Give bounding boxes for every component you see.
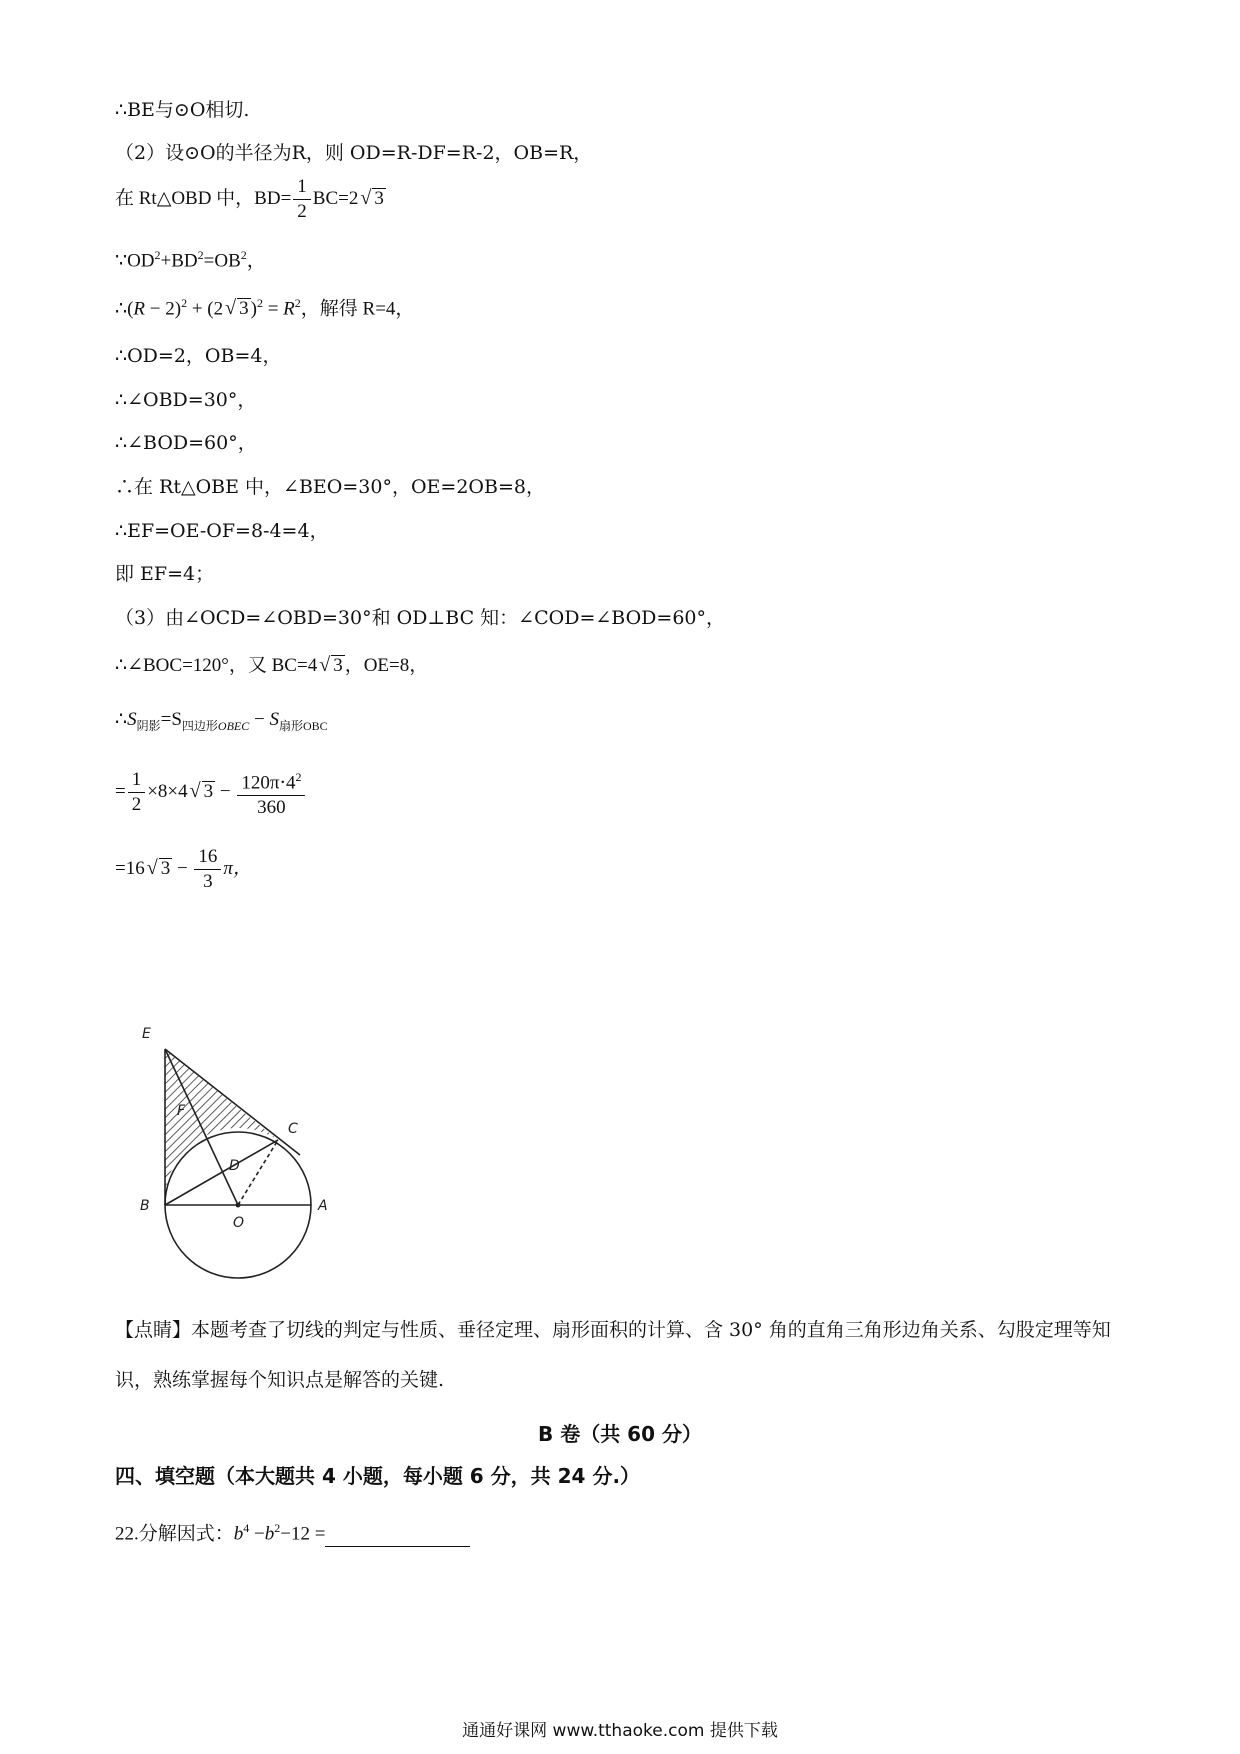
- line-od-ob: ∴OD=2，OB=4，: [115, 345, 282, 367]
- label-c: C: [288, 1121, 298, 1137]
- line-ef-result: 即 EF=4；: [115, 563, 215, 585]
- segment-oc-dashed: [238, 1140, 278, 1205]
- line-equation: ∴(R − 2)$^2$ + (2 √ 3 )$^2 = R^2$，解得 R=4，: [115, 296, 415, 320]
- line-pythagoras: $\because OD^2+BD^2=OB^2$，: [115, 248, 266, 272]
- line-ef-calc: ∴EF=OE-OF=8-4=4，: [115, 520, 329, 542]
- label-b: B: [140, 1198, 150, 1214]
- line-boc: ∴∠BOC=120°，又 BC=4 √ 3 ，OE=8，: [115, 654, 429, 676]
- label-d: D: [229, 1158, 240, 1174]
- geometry-figure: [140, 1015, 360, 1285]
- label-a: A: [318, 1198, 328, 1214]
- line-tangent: ∴BE与⊙O相切.: [115, 99, 250, 121]
- answer-blank[interactable]: [325, 1526, 470, 1547]
- part-title: 四、填空题（本大题共 4 小题，每小题 6 分，共 24 分.）: [115, 1464, 641, 1488]
- line-area-calc: = $\frac{1}{2}$ ×8×4 √ 3 − $\frac{120\pi\cdot 4^2}{360}$: [115, 765, 307, 820]
- line-angle-bod: ∴∠BOD=60°，: [115, 432, 257, 454]
- page-footer: 通通好课网 www.tthaoke.com 提供下载: [462, 1721, 778, 1741]
- question-22: 22.分解因式：$b^4 -b^2-12$ =: [115, 1515, 470, 1547]
- label-e: E: [142, 1026, 151, 1042]
- label-f: F: [177, 1103, 186, 1119]
- label-o: O: [233, 1215, 245, 1231]
- point-o: [236, 1203, 241, 1208]
- line-part2-setup: （2）设⊙O的半径为R，则 OD=R-DF=R-2，OB=R，: [115, 142, 593, 164]
- line-area-formula: $\therefore S_{阴影}=S_{四边形OBEC} - S_{扇形OBC}$: [115, 709, 328, 733]
- comment-paragraph: 【点睛】本题考查了切线的判定与性质、垂径定理、扇形面积的计算、含 30° 角的直角三角形边角关系、勾股定理等知识，熟练掌握每个知识点是解答的关键.: [115, 1319, 1111, 1391]
- line-angle-obd: ∴∠OBD=30°，: [115, 389, 257, 411]
- line-bd: 在 Rt△OBD 中，BD= $\frac{1}{2}$ BC=2 √ 3: [115, 176, 384, 222]
- shaded-region: [165, 1049, 278, 1205]
- fraction-sixteen-thirds: $\frac{16}{3}$: [194, 845, 221, 894]
- fraction-half-2: $\frac{1}{2}$: [128, 768, 146, 817]
- fraction-half: $\frac{1}{2}$: [293, 175, 311, 224]
- fraction-sector: $\frac{120\pi\cdot 4^2}{360}$: [237, 765, 305, 820]
- line-obe: ∴在 Rt△OBE 中，∠BEO=30°，OE=2OB=8，: [115, 476, 545, 498]
- line-area-result: =16 √ 3 − $\frac{16}{3}$ π，: [115, 846, 252, 892]
- line-part3: （3）由∠OCD=∠OBD=30°和 OD⊥BC 知：∠COD=∠BOD=60°，: [115, 607, 726, 629]
- section-title: B 卷（共 60 分）: [538, 1422, 702, 1446]
